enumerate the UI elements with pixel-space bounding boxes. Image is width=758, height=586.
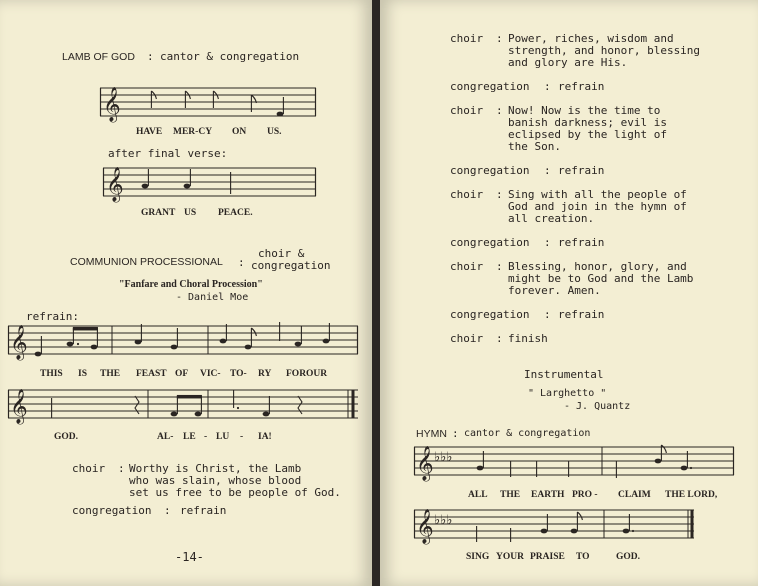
left-page — [0, 0, 372, 586]
treble-clef-icon: 𝄞 — [10, 389, 28, 424]
entry-separator: : — [544, 308, 551, 321]
treble-clef-icon: 𝄞 — [103, 87, 121, 122]
entry-line: and glory are His. — [508, 56, 628, 69]
right-page — [380, 0, 758, 586]
choir-verse-line-1: Worthy is Christ, the Lamb — [129, 462, 302, 475]
entry-separator: : — [496, 188, 503, 201]
hymn-lyric-5: CLAIM — [618, 490, 651, 500]
entry-speaker: congregation — [450, 236, 530, 249]
book-gutter — [372, 0, 380, 586]
refrain-lyric-5: OF — [175, 369, 189, 379]
entry-line: banish darkness; evil is — [508, 116, 667, 129]
lamb-lyric-2: MER-CY — [173, 127, 213, 137]
refrain-lyric-10: OUR — [306, 369, 328, 379]
choir-verse-label: choir — [72, 462, 106, 475]
refrain-lyric-6: VIC- — [200, 369, 221, 379]
hymn2-lyric-4: TO — [576, 552, 590, 562]
communion-parts-line-2: congregation — [251, 259, 331, 272]
hymn-lyric-3: EARTH — [531, 490, 565, 500]
refrain2-lyric-3: LE — [183, 432, 196, 442]
lamb2-lyric-1: GRANT — [141, 208, 176, 218]
after-final-verse: after final verse: — [108, 147, 228, 160]
entry-separator: : — [496, 332, 503, 345]
refrain-label: refrain: — [26, 310, 79, 323]
entry-line: all creation. — [508, 212, 595, 225]
entry-line: eclipsed by the light of — [508, 128, 667, 141]
refrain-lyric-7: TO- — [230, 369, 247, 379]
entry-separator: : — [544, 80, 551, 93]
entry-line: refrain — [558, 80, 605, 93]
hymn-parts: cantor & congregation — [464, 428, 591, 439]
choir-verse-line-2: who was slain, whose blood — [129, 474, 302, 487]
entry-speaker: congregation — [450, 80, 530, 93]
entry-separator: : — [544, 236, 551, 249]
refrain-lyric-3: THE — [100, 369, 121, 379]
entry-line: Sing with all the people of — [508, 188, 687, 201]
congregation-separator: : — [164, 504, 171, 517]
hymn-separator: : — [452, 427, 459, 440]
communion-separator: : — [238, 256, 245, 269]
lamb-parts: cantor & congregation — [160, 50, 300, 63]
treble-clef-icon: 𝄞 — [416, 446, 434, 481]
hymn-lyric-6: THE LORD, — [665, 490, 718, 500]
refrain2-lyric-4: - — [204, 432, 208, 442]
entry-speaker: choir — [450, 332, 484, 345]
refrain-lyric-1: THIS — [40, 369, 63, 379]
lamb-heading-separator: : — [147, 50, 154, 63]
flat-signs: ♭♭♭ — [434, 450, 453, 465]
refrain-lyric-2: IS — [78, 369, 87, 379]
entry-line: God and join in the hymn of — [508, 200, 687, 213]
entry-line: refrain — [558, 308, 605, 321]
communion-parts-line-1: choir & — [258, 247, 305, 260]
refrain-staff-1 — [8, 320, 360, 360]
entry-line: forever. Amen. — [508, 284, 601, 297]
lamb-staff-2 — [103, 166, 318, 200]
refrain-lyric-8: RY — [258, 369, 272, 379]
hymn2-lyric-5: GOD. — [616, 552, 641, 562]
communion-heading: COMMUNION PROCESSIONAL — [70, 256, 223, 268]
entry-speaker: choir — [450, 104, 484, 117]
hymn-lyric-2: THE — [500, 490, 521, 500]
entry-line: finish — [508, 332, 548, 345]
treble-clef-icon: 𝄞 — [10, 325, 28, 360]
entry-line: refrain — [558, 164, 605, 177]
page-number: -14- — [175, 550, 204, 564]
refrain2-lyric-2: AL- — [157, 432, 174, 442]
flat-signs: ♭♭♭ — [434, 513, 453, 528]
choir-verse-separator: : — [118, 462, 125, 475]
entry-line: Now! Now is the time to — [508, 104, 661, 117]
entry-separator: : — [544, 164, 551, 177]
entry-line: strength, and honor, blessing — [508, 44, 701, 57]
refrain-lyric-9: FOR — [286, 369, 307, 379]
composer: - Daniel Moe — [176, 292, 249, 303]
hymn-lyric-1: ALL — [468, 490, 488, 500]
instrumental-heading: Instrumental — [524, 368, 604, 381]
hymn2-lyric-3: PRAISE — [530, 552, 565, 562]
instrumental-piece: " Larghetto " — [528, 388, 607, 399]
entry-line: Blessing, honor, glory, and — [508, 260, 687, 273]
entry-separator: : — [496, 260, 503, 273]
lamb-lyric-1: HAVE — [136, 127, 163, 137]
lamb-lyric-4: US. — [267, 127, 282, 137]
lamb-heading: LAMB OF GOD — [62, 51, 135, 63]
lamb-lyric-3: ON — [232, 127, 247, 137]
entry-line: the Son. — [508, 140, 561, 153]
entry-speaker: choir — [450, 188, 484, 201]
instrumental-composer: - J. Quantz — [564, 401, 631, 412]
hymn2-lyric-1: SING — [466, 552, 490, 562]
entry-separator: : — [496, 32, 503, 45]
lamb-staff-1 — [100, 86, 318, 120]
hymn-staff-2 — [414, 506, 736, 544]
entry-line: might be to God and the Lamb — [508, 272, 694, 285]
hymn-lyric-4: PRO - — [572, 490, 598, 500]
treble-clef-icon: 𝄞 — [416, 509, 434, 544]
hymn-heading: HYMN — [416, 428, 447, 440]
entry-speaker: congregation — [450, 308, 530, 321]
choir-verse-line-3: set us free to be people of God. — [129, 486, 341, 499]
refrain2-lyric-7: IA! — [258, 432, 272, 442]
lamb2-lyric-2: US — [184, 208, 197, 218]
refrain-staff-2 — [8, 384, 360, 424]
refrain2-lyric-1: GOD. — [54, 432, 79, 442]
refrain-lyric-4: FEAST — [136, 369, 167, 379]
congregation-label: congregation — [72, 504, 152, 517]
lamb2-lyric-3: PEACE. — [218, 208, 253, 218]
entry-speaker: choir — [450, 260, 484, 273]
entry-separator: : — [496, 104, 503, 117]
congregation-refrain: refrain — [180, 504, 227, 517]
treble-clef-icon: 𝄞 — [106, 167, 124, 202]
entry-speaker: congregation — [450, 164, 530, 177]
refrain2-lyric-6: - — [240, 432, 244, 442]
entry-line: refrain — [558, 236, 605, 249]
hymn-staff-1 — [414, 443, 736, 481]
entry-line: Power, riches, wisdom and — [508, 32, 674, 45]
refrain2-lyric-5: LU — [216, 432, 230, 442]
hymn2-lyric-2: YOUR — [496, 552, 524, 562]
work-title: "Fanfare and Choral Procession" — [119, 279, 263, 290]
entry-speaker: choir — [450, 32, 484, 45]
